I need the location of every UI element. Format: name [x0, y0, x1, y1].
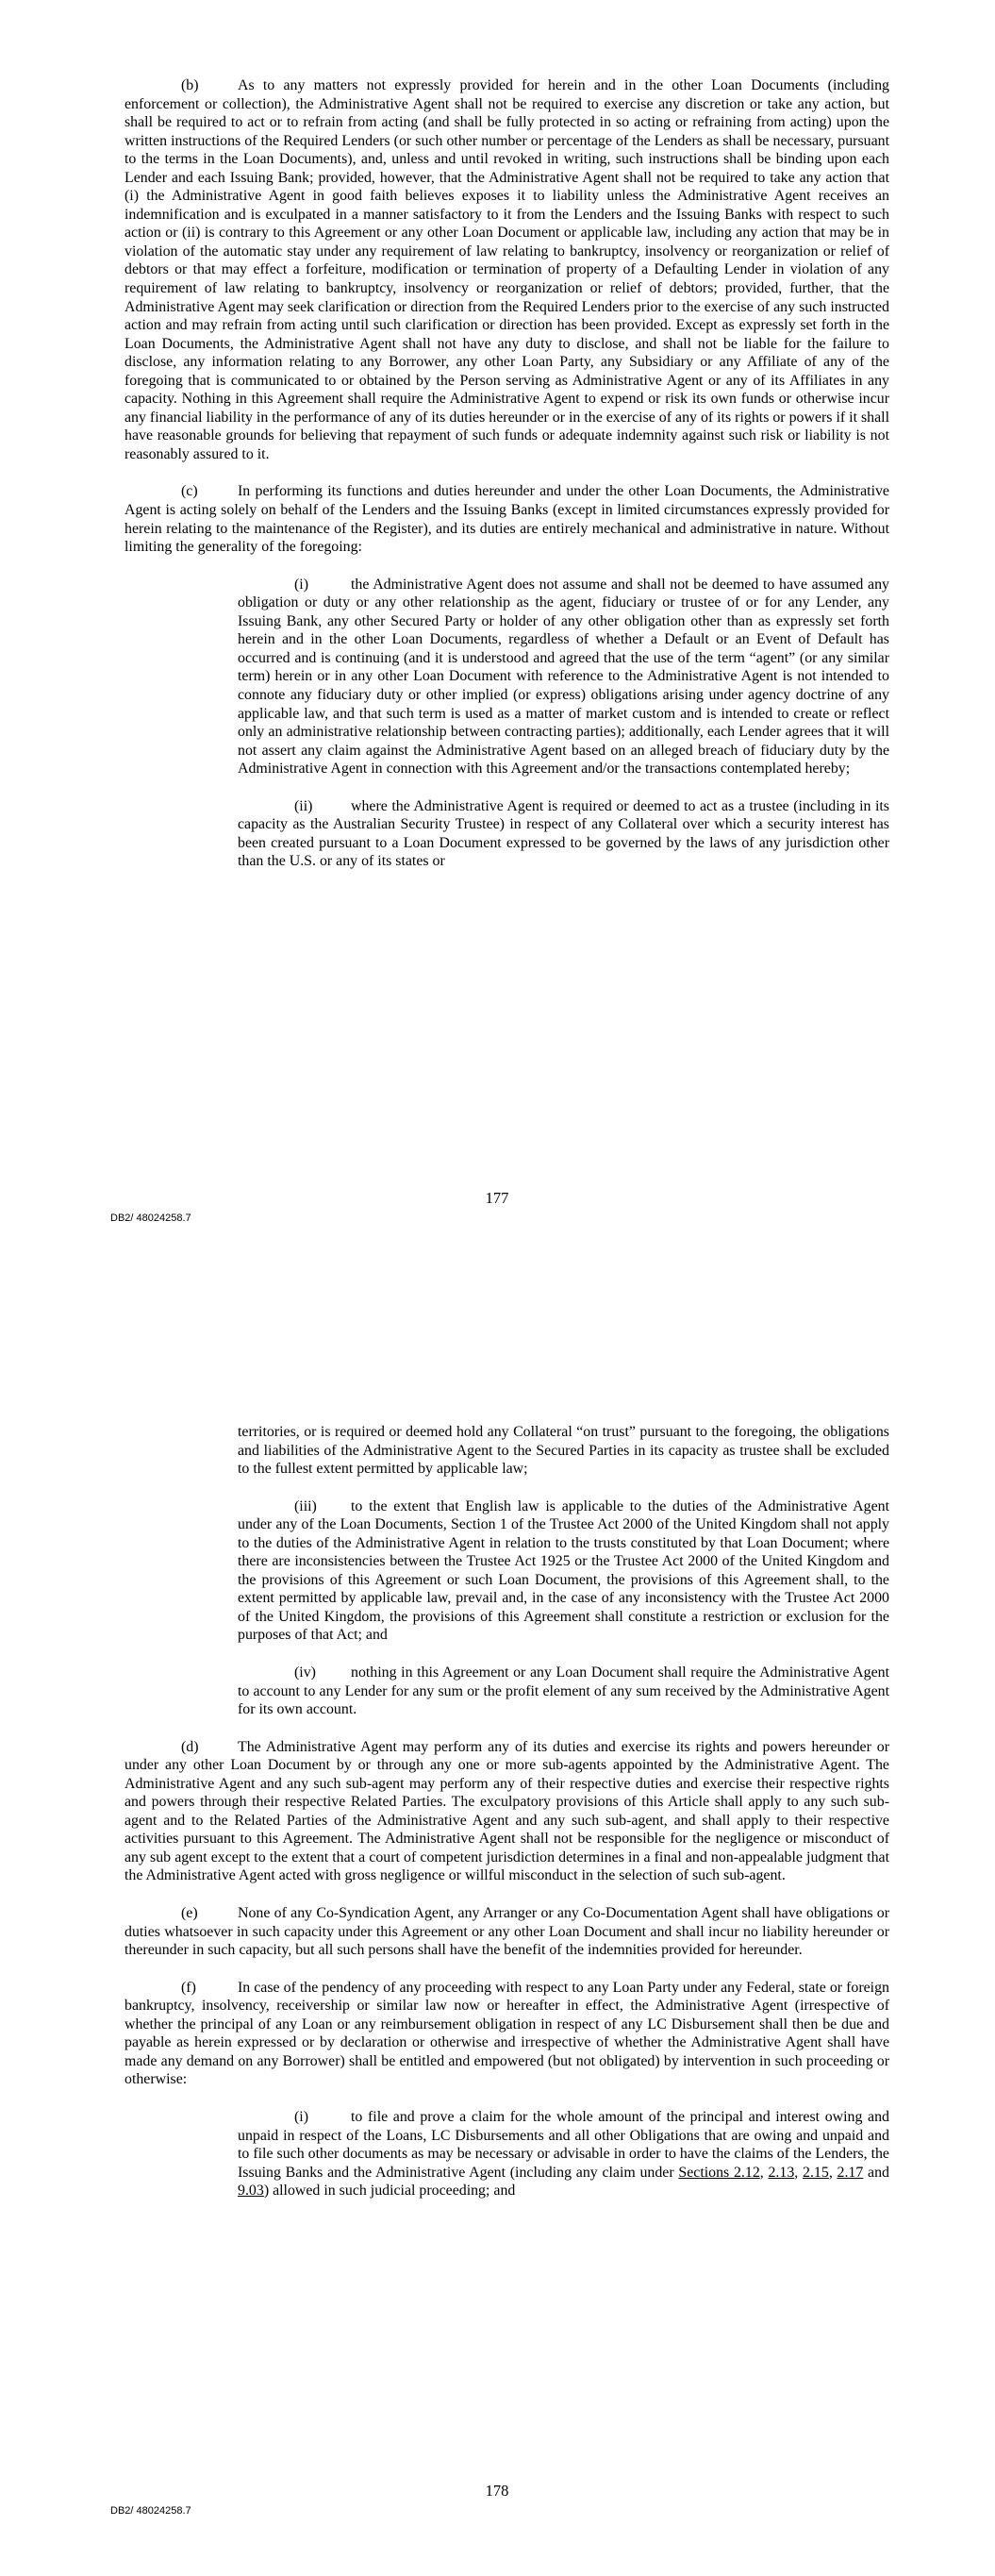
paragraph-c	[124, 482, 889, 556]
subparagraph-c-ii	[238, 797, 889, 871]
paragraph-label: (f)	[181, 1979, 196, 1996]
paragraph-text: In case of the pendency of any proceeding with respect to any Loan Party under any Federal, state or foreign bankruptcy, insolvency, receivership or similar law now or hereafter in effect, the Administrative Agent (irrespective of whether the principal of any Loan or any reimbursement obligation in respect of any LC Disbursement shall then be due and payable as herein expressed or by declaration or otherwise and irrespective of whether the Administrative Agent shall have made any demand on any Borrower) shall be entitled and empowered (but not obligated) by intervention in such proceeding or otherwise:	[124, 1979, 889, 2088]
document-page-177	[0, 0, 995, 1283]
separator: ,	[794, 2164, 803, 2181]
paragraph-label: (c)	[181, 483, 198, 500]
paragraph-label: (i)	[294, 2108, 308, 2125]
separator: ,	[759, 2164, 769, 2181]
paragraph-label: (iv)	[294, 1664, 316, 1681]
subparagraph-c-iv	[238, 1664, 889, 1719]
paragraph-text: None of any Co-Syndication Agent, any Arranger or any Co-Documentation Agent shall have obligations or duties whatsoever in such capacity under this Agreement or any other Loan Document and shall incur no liability hereunder or thereunder in such capacity, but all such persons shall have the benefit of the indemnities provided for hereunder.	[124, 1905, 889, 1959]
paragraph-f	[124, 1979, 889, 2089]
paragraph-text: to file and prove a claim for the whole amount of the principal and interest owing and unpaid in respect of the Loans, LC Disbursements and all other Obligations that are owing and unpaid and to file such other documents as may be necessary or advisable in order to have the claims of the Lenders, the Issuing Banks and the Administrative Agent (including any claim under	[238, 2108, 889, 2181]
footer-doc-ref: DB2/ 48024258.7	[110, 1213, 191, 1224]
paragraph-text: the Administrative Agent does not assume and shall not be deemed to have assumed any obligation or duty or any other relationship as the agent, fiduciary or trustee of or for any Lender, any Issuing Bank, any other Secured Party or holder of any other obligation other than as expressly set forth herein and in the other Loan Documents, regardless of whether a Default or an Event of Default has occurred and is continuing (and it is understood and agreed that the use of the term “agent” (or any similar term) herein or in any other Loan Document with reference to the Administrative Agent is not intended to connote any fiduciary duty or other implied (or express) obligations arising under agency doctrine of any applicable law, and that such term is used as a matter of market custom and is intended to create or reflect only an administrative relationship between contracting parties); additionally, each Lender agrees that it will not assert any claim against the Administrative Agent based on an alleged breach of fiduciary duty by the Administrative Agent in connection with this Agreement and/or the transactions contemplated hereby;	[238, 576, 889, 778]
page-number: 177	[485, 1189, 509, 1207]
subparagraph-c-ii-continued	[238, 1423, 889, 1479]
subparagraph-c-i	[238, 576, 889, 778]
page-number: 178	[485, 2482, 509, 2500]
paragraph-text: The Administrative Agent may perform any of its duties and exercise its rights and powers hereunder or under any other Loan Document by or through any one or more sub-agents appointed by the Administrative Agent. The Administrative Agent and any such sub-agent may perform any of their respective duties and exercise their respective rights and powers through their respective Related Parties. The exculpatory provisions of this Article shall apply to any such sub-agent and to the Related Parties of the Administrative Agent and any such sub-agent, and shall apply to their respective activities pursuant to this Agreement. The Administrative Agent shall not be responsible for the negligence or misconduct of any sub agent except to the extent that a court of competent jurisdiction determines in a final and non-appealable judgment that the Administrative Agent acted with gross negligence or willful misconduct in the selection of such sub-agent.	[124, 1738, 889, 1884]
footer-doc-ref: DB2/ 48024258.7	[110, 2505, 191, 2517]
document-page-178	[0, 1283, 995, 2576]
paragraph-label: (e)	[181, 1905, 198, 1922]
paragraph-text: As to any matters not expressly provided for herein and in the other Loan Documents (including enforcement or collection), the Administrative Agent shall not be required to exercise any discretion or take any action, but shall be required to act or to refrain from acting (and shall be fully protected in so acting or refraining from acting) upon the written instructions of the Required Lenders (or such other number or percentage of the Lenders as shall be necessary, pursuant to the terms in the Loan Documents), and, unless and until revoked in writing, such instructions shall be binding upon each Lender and each Issuing Bank; provided, however, that the Administrative Agent shall not be required to take any action that (i) the Administrative Agent in good faith believes exposes it to liability unless the Administrative Agent receives an indemnification and is exculpated in a manner satisfactory to it from the Lenders and the Issuing Banks with respect to such action or (ii) is contrary to this Agreement or any other Loan Document or applicable law, including any action that may be in violation of the automatic stay under any requirement of law relating to bankruptcy, insolvency or reorganization or relief of debtors or that may effect a forfeiture, modification or termination of property of a Defaulting Lender in violation of any requirement of law relating to bankruptcy, insolvency or reorganization or relief of debtors; provided, further, that the Administrative Agent may seek clarification or direction from the Required Lenders prior to the exercise of any such instructed action and may refrain from acting until such clarification or direction has been provided. Except as expressly set forth in the Loan Documents, the Administrative Agent shall not have any duty to disclose, and shall not be liable for the failure to disclose, any information relating to any Borrower, any other Loan Party, any Subsidiary or any Affiliate of any of the foregoing that is communicated to or obtained by the Person serving as Administrative Agent or any of its Affiliates in any capacity. Nothing in this Agreement shall require the Administrative Agent to expend or risk its own funds or otherwise incur any financial liability in the performance of any of its duties hereunder or in the exercise of any of its rights or powers if it shall have reasonable grounds for believing that repayment of such funds or adequate indemnity against such risk or liability is not reasonably assured to it.	[124, 77, 889, 462]
paragraph-label: (ii)	[294, 797, 313, 814]
paragraph-d	[124, 1738, 889, 1885]
paragraph-label: (d)	[181, 1738, 199, 1755]
section-reference-9-03: 9.03	[238, 2183, 264, 2200]
section-reference-2-12: Sections 2.12	[678, 2164, 760, 2181]
paragraph-label: (i)	[294, 576, 308, 593]
page-body	[124, 1423, 889, 2200]
subparagraph-f-i	[238, 2108, 889, 2200]
page-body	[124, 76, 889, 871]
paragraph-text: ) allowed in such judicial proceeding; and	[263, 2183, 516, 2200]
section-reference-2-15: 2.15	[803, 2164, 829, 2181]
paragraph-text: where the Administrative Agent is required or deemed to act as a trustee (including in its capacity as the Australian Security Trustee) in respect of any Collateral over which a security interest has been created pursuant to a Loan Document expressed to be governed by the laws of any jurisdiction other than the U.S. or any of its states or	[238, 797, 889, 870]
separator: and	[863, 2164, 889, 2181]
paragraph-label: (iii)	[294, 1497, 317, 1514]
paragraph-text: territories, or is required or deemed hold any Collateral “on trust” pursuant to the foregoing, the obligations and liabilities of the Administrative Agent to the Secured Parties in its capacity as trustee shall be excluded to the fullest extent permitted by applicable law;	[238, 1424, 889, 1478]
separator: ,	[828, 2164, 837, 2181]
paragraph-e	[124, 1904, 889, 1960]
section-reference-2-17: 2.17	[837, 2164, 864, 2181]
paragraph-b	[124, 76, 889, 463]
paragraph-text: to the extent that English law is applicable to the duties of the Administrative Agent under any of the Loan Documents, Section 1 of the Trustee Act 2000 of the United Kingdom shall not apply to the duties of the Administrative Agent in relation to the trusts constituted by that Loan Document; where there are inconsistencies between the Trustee Act 1925 or the Trustee Act 2000 of the United Kingdom and the provisions of this Agreement or such Loan Document, the provisions of this Agreement shall, to the extent permitted by applicable law, prevail and, in the case of any inconsistency with the Trustee Act 2000 of the United Kingdom, the provisions of this Agreement shall constitute a restriction or exclusion for the purposes of that Act; and	[238, 1497, 889, 1644]
paragraph-text: nothing in this Agreement or any Loan Document shall require the Administrative Agent to account to any Lender for any sum or the profit element of any sum received by the Administrative Agent for its own account.	[238, 1664, 889, 1718]
subparagraph-c-iii	[238, 1497, 889, 1645]
section-reference-2-13: 2.13	[768, 2164, 795, 2181]
paragraph-text: In performing its functions and duties hereunder and under the other Loan Documents, the Administrative Agent is acting solely on behalf of the Lenders and the Issuing Banks (except in limited circumstances expressly provided for herein relating to the maintenance of the Register), and its duties are entirely mechanical and administrative in nature. Without limiting the generality of the foregoing:	[124, 483, 889, 556]
paragraph-label: (b)	[181, 77, 199, 93]
